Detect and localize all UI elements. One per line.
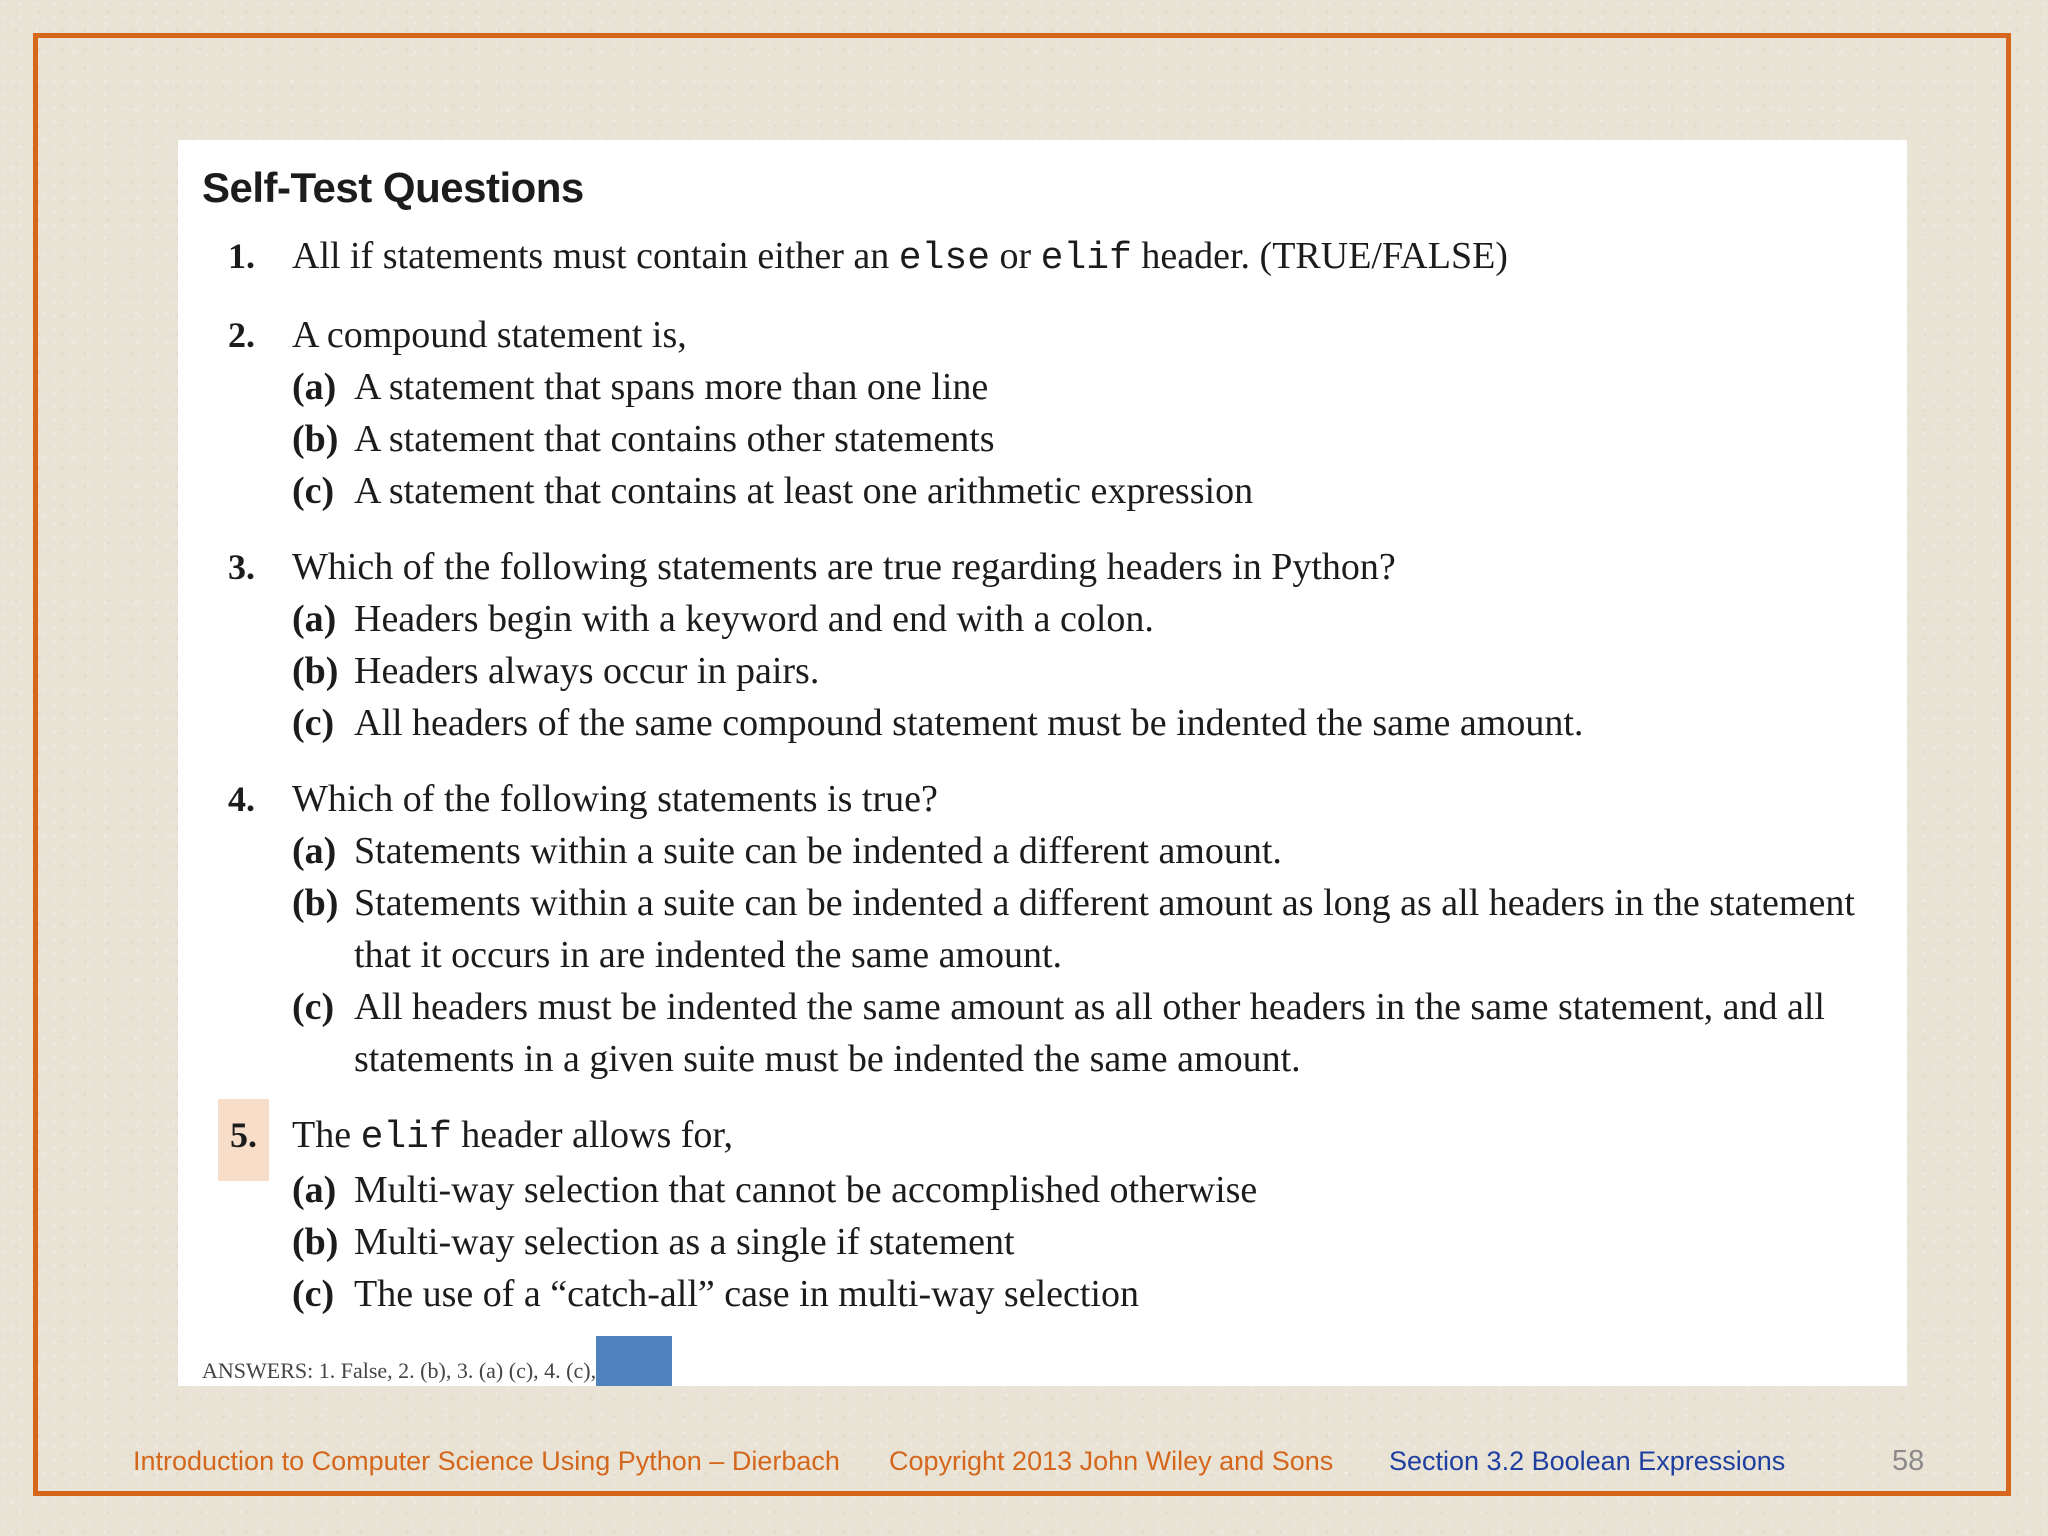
question-number: 2.	[228, 315, 255, 355]
option-text: All headers must be indented the same amount as all other headers in the same statement, and all statements in a given suite must be indented the same amount.	[354, 986, 1825, 1080]
option-text: A statement that contains at least one arithmetic expression	[354, 470, 1254, 512]
code-elif: elif	[360, 1116, 452, 1159]
option-b	[292, 413, 1883, 465]
question-3	[202, 541, 1883, 749]
option-a	[292, 825, 1883, 877]
option-list	[292, 593, 1883, 749]
option-c	[292, 1268, 1883, 1320]
answer-cover-box	[596, 1336, 672, 1386]
question-number: 4.	[228, 779, 255, 819]
question-text: Which of the following statements are true regarding headers in Python?	[292, 546, 1396, 588]
option-list	[292, 361, 1883, 517]
option-c	[292, 697, 1883, 749]
footer-copyright: Copyright 2013 John Wiley and Sons	[889, 1446, 1334, 1476]
code-else: else	[898, 237, 991, 280]
question-text: Which of the following statements is true?	[292, 778, 938, 820]
option-text: A statement that spans more than one line	[354, 366, 989, 408]
question-text: A compound statement is,	[292, 314, 687, 356]
footer-section: Section 3.2 Boolean Expressions	[1389, 1446, 1786, 1476]
option-b	[292, 877, 1883, 981]
question-number: 3.	[228, 547, 255, 587]
option-text: Multi-way selection that cannot be accomplished otherwise	[354, 1169, 1258, 1211]
self-test-heading: Self-Test Questions	[202, 164, 584, 211]
option-label: (c)	[292, 702, 335, 744]
option-text: The use of a “catch-all” case in multi-way selection	[354, 1273, 1139, 1315]
question-5	[202, 1109, 1883, 1320]
option-label: (b)	[292, 650, 339, 692]
option-b	[292, 645, 1883, 697]
option-label: (a)	[292, 366, 337, 408]
option-a	[292, 593, 1883, 645]
question-number-highlighted: 5.	[218, 1099, 269, 1181]
option-label: (c)	[292, 1273, 335, 1315]
option-label: (a)	[292, 598, 337, 640]
option-c	[292, 981, 1883, 1085]
option-text: All headers of the same compound statement must be indented the same amount.	[354, 702, 1584, 744]
option-text: A statement that contains other statements	[354, 418, 995, 460]
slide-page-number: 58	[1892, 1445, 1925, 1477]
option-text: Statements within a suite can be indented a different amount as long as all headers in the statement that it occurs in are indented the same amount.	[354, 882, 1855, 976]
question-number: 1.	[228, 236, 255, 276]
option-label: (a)	[292, 1169, 337, 1211]
option-label: (c)	[292, 470, 335, 512]
option-c	[292, 465, 1883, 517]
option-a	[292, 1164, 1883, 1216]
self-test-panel	[178, 140, 1907, 1386]
option-b	[292, 1216, 1883, 1268]
option-text: Multi-way selection as a single if statement	[354, 1221, 1015, 1263]
option-label: (b)	[292, 1221, 339, 1263]
answers-line	[202, 1346, 672, 1396]
code-elif: elif	[1040, 237, 1132, 280]
option-label: (b)	[292, 418, 339, 460]
option-label: (a)	[292, 830, 337, 872]
option-list	[292, 825, 1883, 1085]
option-text: Headers begin with a keyword and end with a colon.	[354, 598, 1154, 640]
answers-text: ANSWERS: 1. False, 2. (b), 3. (a) (c), 4. (c),	[202, 1358, 597, 1383]
option-label: (b)	[292, 882, 339, 924]
option-label: (c)	[292, 986, 335, 1028]
option-a	[292, 361, 1883, 413]
footer-book-title: Introduction to Computer Science Using Python – Dierbach	[133, 1446, 840, 1476]
question-4	[202, 773, 1883, 1085]
question-1	[202, 230, 1883, 285]
option-text: Headers always occur in pairs.	[354, 650, 820, 692]
question-2	[202, 309, 1883, 517]
question-text: All if statements must contain either an else or elif header. (TRUE/FALSE)	[292, 235, 1508, 280]
option-list	[292, 1164, 1883, 1320]
question-text: The elif header allows for,	[292, 1114, 734, 1159]
option-text: Statements within a suite can be indented a different amount.	[354, 830, 1282, 872]
